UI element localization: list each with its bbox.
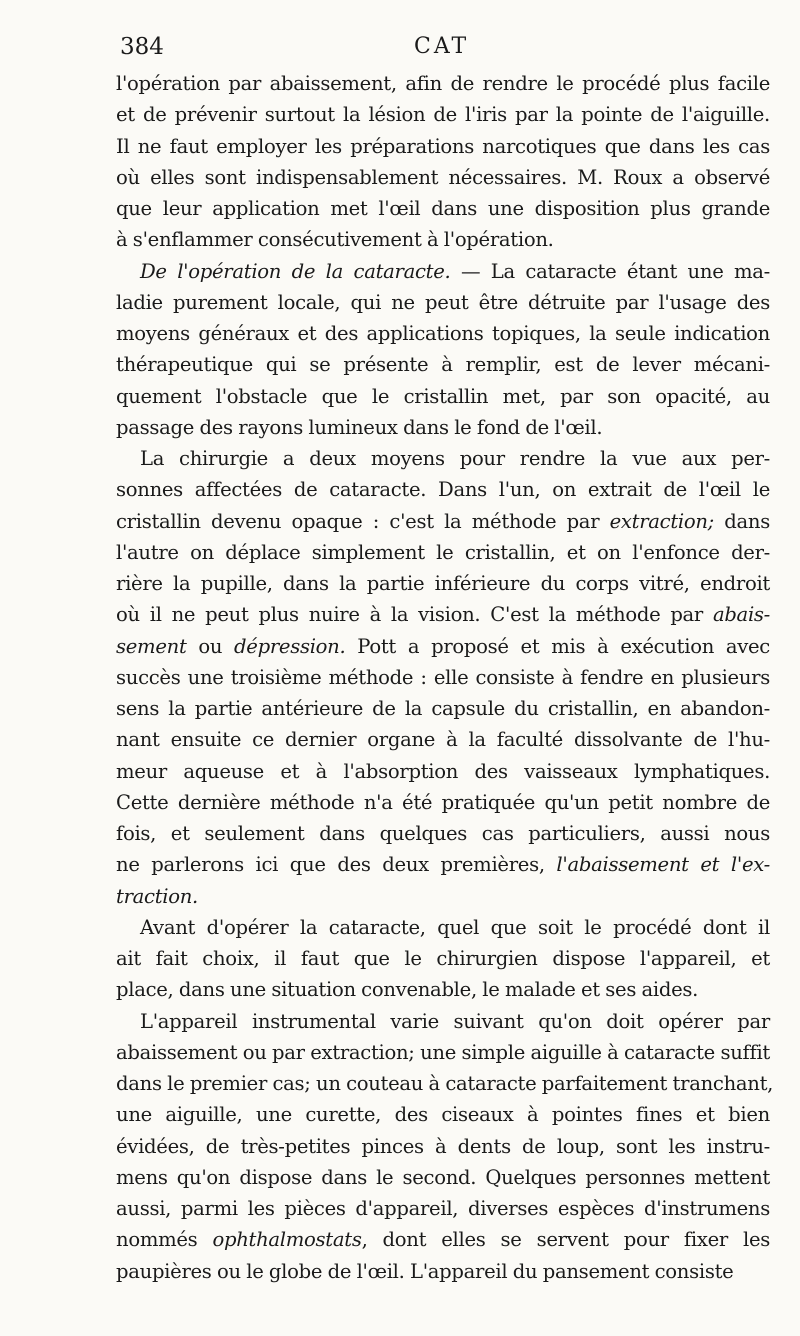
text-line: sens la partie antérieure de la capsule du cristallin, en abandon- bbox=[116, 697, 770, 720]
text-line: dans le premier cas; un couteau à cataracte parfaitement tranchant, bbox=[116, 1072, 774, 1095]
text-line: ladie purement locale, qui ne peut être détruite par l'usage des bbox=[116, 290, 770, 314]
text-line: cristallin devenu opaque : c'est la méthode par extraction; dans bbox=[116, 509, 770, 533]
text-line: thérapeutique qui se présente à remplir, est de lever mécani- bbox=[116, 353, 770, 377]
page-header bbox=[116, 34, 770, 68]
text-line: Avant d'opérer la cataracte, quel que soit le procédé dont il bbox=[140, 915, 770, 939]
text-line: sonnes affectées de cataracte. Dans l'un, on extrait de l'œil le bbox=[116, 478, 770, 502]
paragraph bbox=[116, 68, 770, 256]
text-line: sement ou dépression. Pott a proposé et mis à exécution avec bbox=[116, 634, 770, 658]
text-line: succès une troisième méthode : elle consiste à fendre en plusieurs bbox=[116, 665, 770, 689]
text-line: mens qu'on dispose dans le second. Quelques personnes mettent bbox=[116, 1165, 770, 1189]
text-line: paupières ou le globe de l'œil. L'appareil du pansement consiste bbox=[116, 1259, 734, 1283]
text-line: abaissement ou par extraction; une simple aiguille à cataracte suffit bbox=[116, 1040, 770, 1064]
text-line: l'autre on déplace simplement le cristallin, et on l'enfonce der- bbox=[116, 540, 770, 564]
text-line: place, dans une situation convenable, le malade et ses aides. bbox=[116, 978, 699, 1002]
text-line: De l'opération de la cataracte. — La cataracte étant une ma- bbox=[140, 259, 770, 283]
text-line: nommés ophthalmostats, dont elles se servent pour fixer les bbox=[116, 1228, 770, 1252]
text-line: Il ne faut employer les préparations narcotiques que dans les cas bbox=[116, 134, 770, 158]
text-line: moyens généraux et des applications topiques, la seule indication bbox=[116, 322, 770, 345]
text-line: rière la pupille, dans la partie inférieure du corps vitré, endroit bbox=[116, 572, 770, 595]
text-line: traction. bbox=[116, 884, 198, 908]
text-line: Cette dernière méthode n'a été pratiquée qu'un petit nombre de bbox=[116, 790, 770, 814]
paragraph bbox=[116, 443, 770, 912]
text-line: quement l'obstacle que le cristallin met, par son opacité, au bbox=[116, 384, 770, 408]
text-line: que leur application met l'œil dans une disposition plus grande bbox=[116, 197, 770, 220]
text-line: et de prévenir surtout la lésion de l'iris par la pointe de l'aiguille. bbox=[116, 103, 770, 127]
running-head: CAT bbox=[414, 34, 470, 59]
text-line: où il ne peut plus nuire à la vision. C'est la méthode par abais- bbox=[116, 603, 770, 627]
paragraph bbox=[116, 256, 770, 444]
text-line: La chirurgie a deux moyens pour rendre la vue aux per- bbox=[140, 447, 770, 470]
text-line: où elles sont indispensablement nécessaires. M. Roux a observé bbox=[116, 165, 770, 189]
text-line: passage des rayons lumineux dans le fond de l'œil. bbox=[116, 415, 603, 439]
text-line: L'appareil instrumental varie suivant qu'on doit opérer par bbox=[140, 1009, 770, 1033]
text-line: évidées, de très-petites pinces à dents de loup, sont les instru- bbox=[116, 1134, 770, 1158]
text-line: ne parlerons ici que des deux premières, l'abaissement et l'ex- bbox=[116, 853, 770, 877]
body-text bbox=[116, 68, 774, 1287]
text-line: à s'enflammer consécutivement à l'opération. bbox=[116, 228, 554, 252]
paragraph bbox=[116, 1006, 774, 1287]
text-line: ait fait choix, il faut que le chirurgien dispose l'appareil, et bbox=[116, 947, 770, 970]
text-line: l'opération par abaissement, afin de rendre le procédé plus facile bbox=[116, 72, 770, 95]
text-line: aussi, parmi les pièces d'appareil, diverses espèces d'instrumens bbox=[116, 1197, 770, 1220]
page-number: 384 bbox=[120, 34, 164, 60]
text-line: nant ensuite ce dernier organe à la faculté dissolvante de l'hu- bbox=[116, 728, 770, 752]
text-line: une aiguille, une curette, des ciseaux à pointes fines et bien bbox=[116, 1103, 770, 1127]
paragraph bbox=[116, 912, 770, 1006]
text-line: fois, et seulement dans quelques cas particuliers, aussi nous bbox=[116, 822, 770, 845]
text-line: meur aqueuse et à l'absorption des vaisseaux lymphatiques. bbox=[116, 759, 770, 783]
